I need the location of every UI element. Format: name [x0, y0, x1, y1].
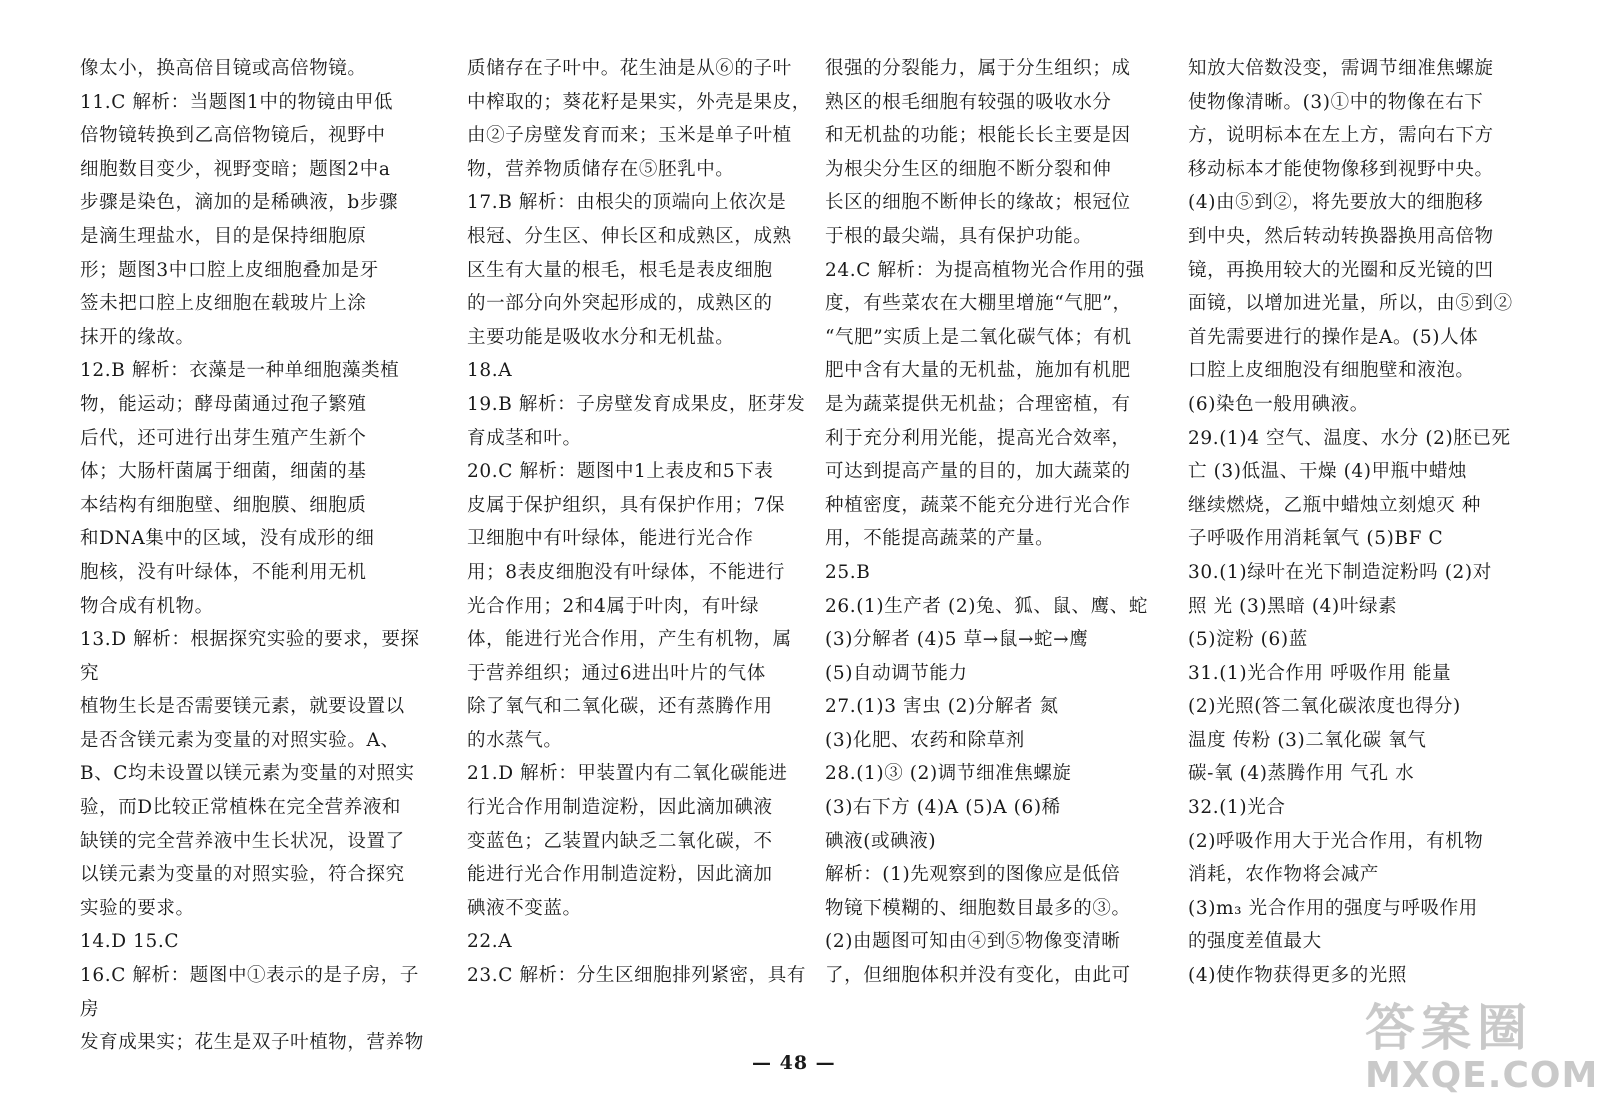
text-line: 实验的要求。: [80, 897, 195, 919]
text-line: 解析：(1)先观察到的图像应是低倍: [825, 864, 1121, 886]
text-line: 面镜，以增加进光量，所以，由⑤到②: [1188, 293, 1513, 315]
text-line: 方，说明标本在左上方，需向右下方: [1188, 125, 1494, 147]
page-number: — 48 —: [752, 1052, 836, 1074]
text-line: 22.A: [467, 931, 513, 953]
text-line: 和无机盐的功能；根能长长主要是因: [825, 125, 1131, 147]
text-line: 除了氧气和二氧化碳，还有蒸腾作用: [467, 696, 773, 718]
text-line: 11.C 解析：当题图1中的物镜由甲低: [80, 91, 394, 113]
text-line: 行光合作用制造淀粉，因此滴加碘液: [467, 797, 773, 819]
text-line: 可达到提高产量的目的，加大蔬菜的: [825, 461, 1131, 483]
text-line: 29.(1)4 空气、温度、水分 (2)胚已死: [1188, 427, 1511, 449]
text-line: 16.C 解析：题图中①表示的是子房，子房: [80, 965, 419, 1020]
watermark-top: 答案圈: [1365, 999, 1533, 1057]
text-line: 到中央，然后转动转换器换用高倍物: [1188, 225, 1494, 247]
text-line: (4)由⑤到②，将先要放大的细胞移: [1188, 192, 1484, 214]
text-line: (2)由题图可知由④到⑤物像变清晰: [825, 931, 1121, 953]
text-line: 度，有些菜农在大棚里增施“气肥”，: [825, 293, 1132, 315]
column-2: [467, 52, 819, 993]
text-line: 倍物镜转换到乙高倍物镜后，视野中: [80, 125, 386, 147]
text-line: 口腔上皮细胞没有细胞壁和液泡。: [1188, 360, 1475, 382]
text-line: 使物像清晰。(3)①中的物像在右下: [1188, 91, 1484, 113]
text-line: 验，而D比较正常植株在完全营养液和: [80, 797, 402, 819]
text-line: 碳-氧 (4)蒸腾作用 气孔 水: [1188, 763, 1415, 785]
text-line: 植物生长是否需要镁元素，就要设置以: [80, 696, 405, 718]
text-line: 缺镁的完全营养液中生长状况，设置了: [80, 830, 405, 852]
text-line: 发育成果实；花生是双子叶植物，营养物: [80, 1032, 424, 1054]
text-line: 根冠、分生区、伸长区和成熟区，成熟: [467, 225, 792, 247]
text-line: 育成茎和叶。: [467, 427, 582, 449]
text-line: 区生有大量的根毛，根毛是表皮细胞: [467, 259, 773, 281]
text-line: 26.(1)生产者 (2)兔、狐、鼠、鹰、蛇: [825, 595, 1148, 617]
text-line: (2)呼吸作用大于光合作用，有机物: [1188, 830, 1484, 852]
text-line: “气肥”实质上是二氧化碳气体；有机: [825, 326, 1132, 348]
column-4: [1188, 52, 1540, 993]
text-line: 24.C 解析：为提高植物光合作用的强: [825, 259, 1145, 281]
text-line: 皮属于保护组织，具有保护作用；7保: [467, 494, 785, 516]
text-line: 熟区的根毛细胞有较强的吸收水分: [825, 91, 1112, 113]
text-line: 以镁元素为变量的对照实验，符合探究: [80, 864, 405, 886]
text-line: (5)淀粉 (6)蓝: [1188, 629, 1308, 651]
text-line: 本结构有细胞壁、细胞膜、细胞质: [80, 494, 367, 516]
text-line: 物，营养物质储存在⑤胚乳中。: [467, 158, 735, 180]
text-line: 物镜下模糊的、细胞数目最多的③。: [825, 897, 1131, 919]
watermark-logo: [1365, 1000, 1597, 1100]
text-line: 子呼吸作用消耗氧气 (5)BF C: [1188, 528, 1444, 550]
text-line: 21.D 解析：甲装置内有二氧化碳能进: [467, 763, 788, 785]
text-line: 是为蔬菜提供无机盐；合理密植，有: [825, 393, 1131, 415]
text-line: 温度 传粉 (3)二氧化碳 氧气: [1188, 729, 1427, 751]
text-line: 知放大倍数没变，需调节细准焦螺旋: [1188, 58, 1494, 79]
text-line: 27.(1)3 害虫 (2)分解者 氮: [825, 696, 1059, 718]
text-line: 胞核，没有叶绿体，不能利用无机: [80, 561, 367, 583]
text-line: 25.B: [825, 561, 871, 583]
text-line: 30.(1)绿叶在光下制造淀粉吗 (2)对: [1188, 561, 1492, 583]
text-line: (2)光照(答二氧化碳浓度也得分): [1188, 696, 1461, 718]
text-line: 20.C 解析：题图中1上表皮和5下表: [467, 461, 774, 483]
text-line: 移动标本才能使物像移到视野中央。: [1188, 158, 1494, 180]
text-line: 卫细胞中有叶绿体，能进行光合作: [467, 528, 754, 550]
text-line: 消耗，农作物将会减产: [1188, 864, 1380, 886]
text-line: 的一部分向外突起形成的，成熟区的: [467, 293, 773, 315]
text-line: (3)右下方 (4)A (5)A (6)稀: [825, 797, 1061, 819]
text-line: 亡 (3)低温、干燥 (4)甲瓶中蜡烛: [1188, 461, 1468, 483]
text-line: 14.D 15.C: [80, 931, 180, 953]
text-line: B、C均未设置以镁元素为变量的对照实: [80, 763, 415, 785]
text-line: 碘液不变蓝。: [467, 897, 582, 919]
column-3: [825, 52, 1177, 993]
text-line: 像太小，换高倍目镜或高倍物镜。: [80, 58, 367, 79]
text-line: 由②子房壁发育而来；玉米是单子叶植: [467, 125, 792, 147]
text-line: 了，但细胞体积并没有变化，由此可: [825, 965, 1131, 987]
text-line: 首先需要进行的操作是A。(5)人体: [1188, 326, 1479, 348]
text-line: 19.B 解析：子房壁发育成果皮，胚芽发: [467, 393, 806, 415]
text-line: 和DNA集中的区域，没有成形的细: [80, 528, 375, 550]
text-line: 28.(1)③ (2)调节细准焦螺旋: [825, 763, 1072, 785]
text-line: 步骤是染色，滴加的是稀碘液，b步骤: [80, 192, 399, 214]
text-line: (5)自动调节能力: [825, 662, 968, 684]
text-line: 为根尖分生区的细胞不断分裂和伸: [825, 158, 1112, 180]
text-line: 体，能进行光合作用，产生有机物，属: [467, 629, 792, 651]
text-line: 31.(1)光合作用 呼吸作用 能量: [1188, 662, 1452, 684]
text-line: 体；大肠杆菌属于细菌，细菌的基: [80, 461, 367, 483]
text-line: 是滴生理盐水，目的是保持细胞原: [80, 225, 367, 247]
column-1: [80, 52, 432, 1060]
text-line: 能进行光合作用制造淀粉，因此滴加: [467, 864, 773, 886]
text-line: 23.C 解析：分生区细胞排列紧密，具有: [467, 965, 806, 987]
text-line: 长区的细胞不断伸长的缘故；根冠位: [825, 192, 1131, 214]
text-line: 17.B 解析：由根尖的顶端向上依次是: [467, 192, 787, 214]
text-line: 抹开的缘故。: [80, 326, 195, 348]
text-line: 用；8表皮细胞没有叶绿体，不能进行: [467, 561, 785, 583]
text-line: 18.A: [467, 360, 513, 382]
text-line: 物，能运动；酵母菌通过孢子繁殖: [80, 393, 367, 415]
text-line: (4)使作物获得更多的光照: [1188, 965, 1408, 987]
text-line: 于营养组织；通过6进出叶片的气体: [467, 662, 766, 684]
text-line: 利于充分利用光能，提高光合效率，: [825, 427, 1131, 449]
text-line: 很强的分裂能力，属于分生组织；成: [825, 58, 1131, 79]
text-line: 签未把口腔上皮细胞在载玻片上涂: [80, 293, 367, 315]
text-line: 光合作用；2和4属于叶肉，有叶绿: [467, 595, 760, 617]
text-line: 细胞数目变少，视野变暗；题图2中a: [80, 158, 391, 180]
text-line: 于根的最尖端，具有保护功能。: [825, 225, 1093, 247]
text-line: 的水蒸气。: [467, 729, 563, 751]
text-line: (3)化肥、农药和除草剂: [825, 729, 1025, 751]
text-line: 中榨取的；葵花籽是果实，外壳是果皮，: [467, 91, 811, 113]
text-line: 肥中含有大量的无机盐，施加有机肥: [825, 360, 1131, 382]
text-line: 用，不能提高蔬菜的产量。: [825, 528, 1055, 550]
text-line: 变蓝色；乙装置内缺乏二氧化碳，不: [467, 830, 773, 852]
text-line: 继续燃烧，乙瓶中蜡烛立刻熄灭 种: [1188, 494, 1481, 516]
text-line: 的强度差值最大: [1188, 931, 1322, 953]
text-line: 镜，再换用较大的光圈和反光镜的凹: [1188, 259, 1494, 281]
text-line: (6)染色一般用碘液。: [1188, 393, 1369, 415]
text-line: 物合成有机物。: [80, 595, 214, 617]
text-line: (3)分解者 (4)5 草→鼠→蛇→鹰: [825, 629, 1089, 651]
watermark-bottom: MXQE.COM: [1365, 1055, 1599, 1096]
text-line: 后代，还可进行出芽生殖产生新个: [80, 427, 367, 449]
text-line: 种植密度，蔬菜不能充分进行光合作: [825, 494, 1131, 516]
text-line: 13.D 解析：根据探究实验的要求，要探究: [80, 629, 420, 684]
text-line: 12.B 解析：衣藻是一种单细胞藻类植: [80, 360, 400, 382]
text-line: 照 光 (3)黑暗 (4)叶绿素: [1188, 595, 1398, 617]
text-line: 32.(1)光合: [1188, 797, 1286, 819]
text-line: 是否含镁元素为变量的对照实验。A、: [80, 729, 400, 751]
text-line: 形；题图3中口腔上皮细胞叠加是牙: [80, 259, 379, 281]
text-line: 碘液(或碘液): [825, 830, 937, 852]
text-line: 主要功能是吸收水分和无机盐。: [467, 326, 735, 348]
text-line: (3)m₃ 光合作用的强度与呼吸作用: [1188, 897, 1478, 919]
text-line: 质储存在子叶中。花生油是从⑥的子叶: [467, 58, 792, 79]
